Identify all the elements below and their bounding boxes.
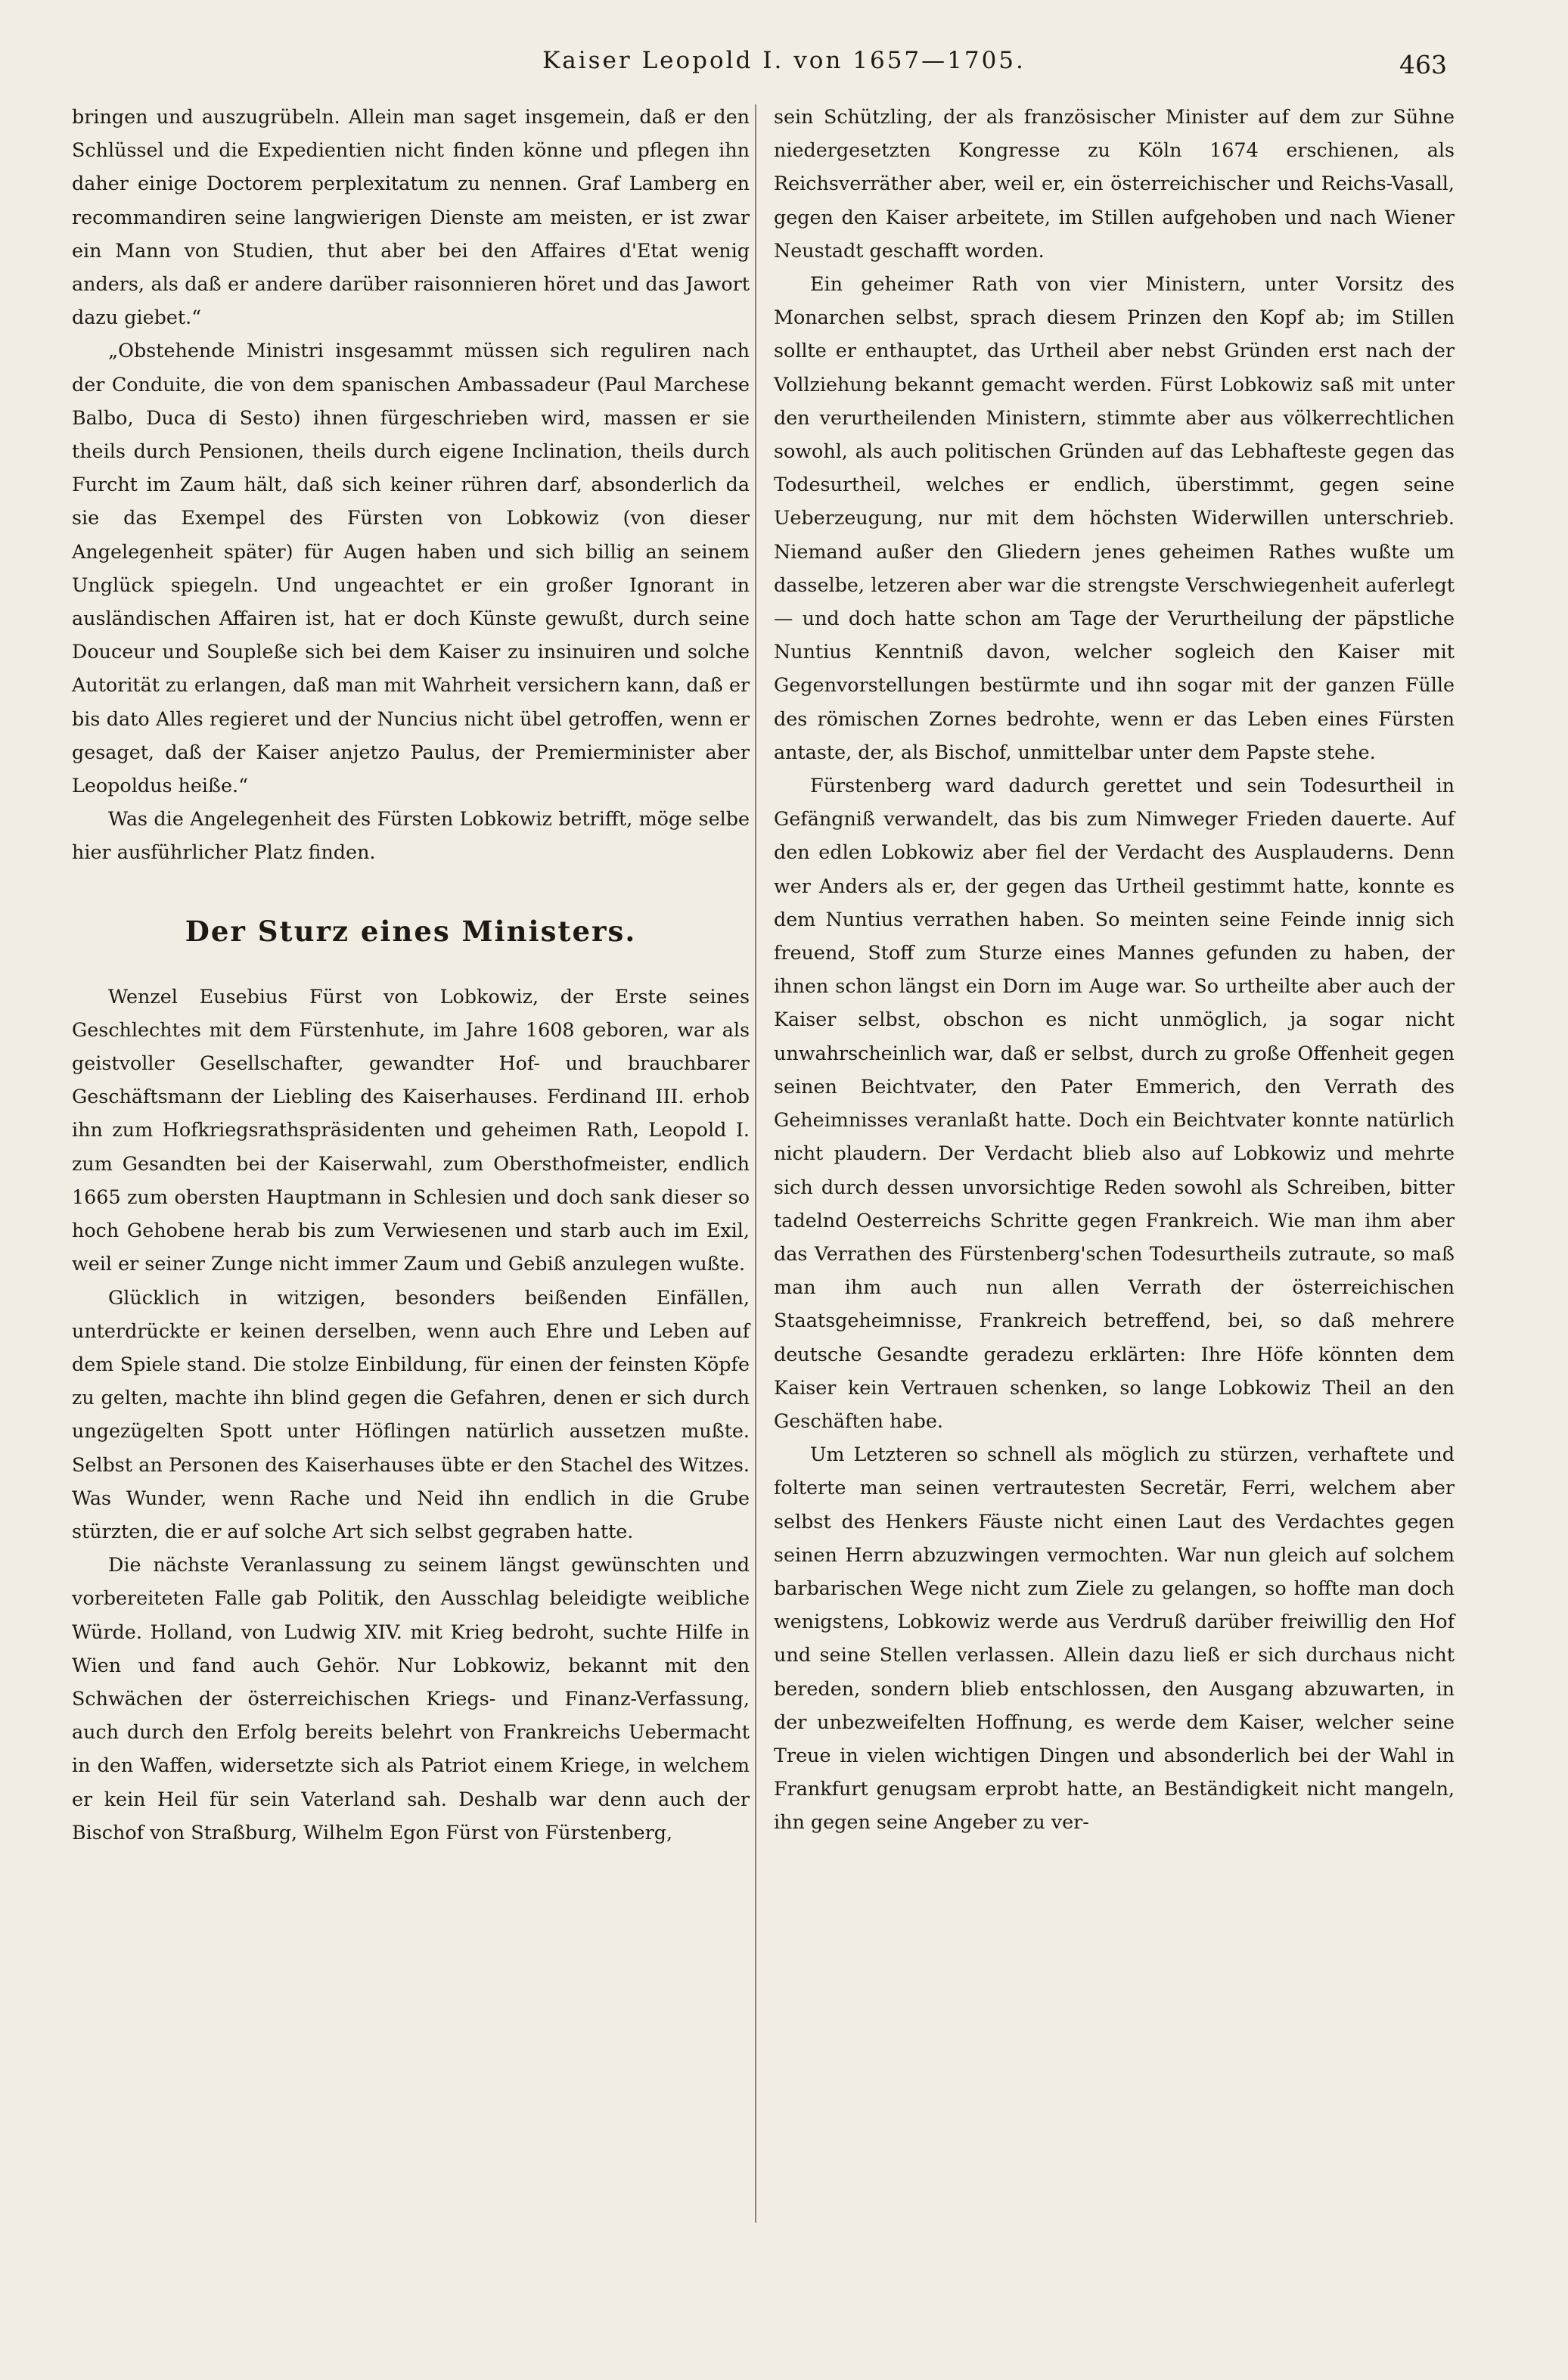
paragraph: „Obstehende Ministri insgesammt müssen sich reguliren nach der Conduite, die von dem spanischen Ambassadeur (Paul Marchese Balbo, Duca di Sesto) ihnen fürgeschrieben wird, massen er sie theils durch Pensionen, theils durch eigene Inclination, theils durch Furcht im Zaum hält, daß sich keiner rühren darf, absonderlich da sie das Exempel des Fürsten von Lobkowiz (von dieser Angelegenheit später) für Augen haben und sich billig an seinem Unglück spiegeln. Und ungeachtet er ein großer Ignorant in ausländischen Affairen ist, hat er doch Künste gewußt, durch seine Douceur und Soupleße sich bei dem Kaiser zu insinuiren und solche Autorität zu erlangen, daß man mit Wahrheit versichern kann, daß er bis dato Alles regieret und der Nuncius nicht übel getroffen, wenn er gesaget, daß der Kaiser anjetzo Paulus, der Premierminister aber Leopoldus heiße.“	[72, 339, 750, 797]
paragraph: Ein geheimer Rath von vier Ministern, unter Vorsitz des Monarchen selbst, sprach diesem Prinzen den Kopf ab; im Stillen sollte er enthauptet, das Urtheil aber nebst Gründen erst nach der Vollziehung bekannt gemacht werden. Fürst Lobkowiz saß mit unter den verurtheilenden Ministern, stimmte aber aus völkerrechtlichen sowohl, als auch politischen Gründen auf das Lebhafteste gegen das Todesurtheil, welches er endlich, überstimmt, gegen seine Ueberzeugung, nur mit dem höchsten Widerwillen unterschrieb. Niemand außer den Gliedern jenes geheimen Rathes wußte um dasselbe, letzeren aber war die strengste Verschwiegenheit auferlegt — und doch hatte schon am Tage der Verurtheilung der päpstliche Nuntius Kenntniß davon, welcher sogleich den Kaiser mit Gegenvorstellungen bestürmte und ihn sogar mit der ganzen Fülle des römischen Zornes bedrohte, wenn er das Leben eines Fürsten antaste, der, als Bischof, unmittelbar unter dem Papste stehe.	[774, 272, 1455, 763]
running-title: Kaiser Leopold I. von 1657—1705.	[542, 47, 1026, 74]
page-header	[0, 47, 1568, 92]
paragraph: Was die Angelegenheit des Fürsten Lobkowiz betrifft, möge selbe hier ausführlicher Platz finden.	[72, 807, 750, 864]
paragraph: Die nächste Veranlassung zu seinem längst gewünschten und vorbereiteten Falle gab Politik, den Ausschlag beleidigte weibliche Würde. Holland, von Ludwig XIV. mit Krieg bedroht, suchte Hilfe in Wien und fand auch Gehör. Nur Lobkowiz, bekannt mit den Schwächen der österreichischen Kriegs- und Finanz-Verfassung, auch durch den Erfolg bereits belehrt von Frankreichs Uebermacht in den Waffen, widersetzte sich als Patriot einem Kriege, in welchem er kein Heil für sein Vaterland sah. Deshalb war denn auch der Bischof von Straßburg, Wilhelm Egon Fürst von Fürstenberg,	[72, 1553, 750, 1844]
paragraph: Fürstenberg ward dadurch gerettet und sein Todesurtheil in Gefängniß verwandelt, das bis zum Nimweger Frieden dauerte. Auf den edlen Lobkowiz aber fiel der Verdacht des Ausplauderns. Denn wer Anders als er, der gegen das Urtheil gestimmt hatte, konnte es dem Nuntius verrathen haben. So meinten seine Feinde innig sich freuend, Stoff zum Sturze eines Mannes gefunden zu haben, der ihnen schon längst ein Dorn im Auge war. So urtheilte aber auch der Kaiser selbst, obschon es nicht unmöglich, ja sogar nicht unwahrscheinlich war, daß er selbst, durch zu große Offenheit gegen seinen Beichtvater, den Pater Emmerich, den Verrath des Geheimnisses veranlaßt hatte. Doch ein Beichtvater konnte natürlich nicht plaudern. Der Verdacht blieb also auf Lobkowiz und mehrte sich durch dessen unvorsichtige Reden sowohl als Schreiben, bitter tadelnd Oesterreichs Schritte gegen Frankreich. Wie man ihm aber das Verrathen des Fürstenberg'schen Todesurtheils zutraute, so maß man ihm auch nun allen Verrath der österreichischen Staatsgeheimnisse, Frankreich betreffend, bei, so daß mehrere deutsche Gesandte geradezu erklärten: Ihre Höfe könnten dem Kaiser kein Vertrauen schenken, so lange Lobkowiz Theil an den Geschäften habe.	[774, 774, 1455, 1432]
column-divider	[755, 104, 756, 2223]
paragraph: Wenzel Eusebius Fürst von Lobkowiz, der Erste seines Geschlechtes mit dem Fürstenhute, im Jahre 1608 geboren, war als geistvoller Gesellschafter, gewandter Hof- und brauchbarer Geschäftsmann der Liebling des Kaiserhauses. Ferdinand III. erhob ihn zum Hofkriegsrathspräsidenten und geheimen Rath, Leopold I. zum Gesandten bei der Kaiserwahl, zum Obersthofmeister, endlich 1665 zum obersten Hauptmann in Schlesien und doch sank dieser so hoch Gehobene herab bis zum Verwiesenen und starb auch im Exil, weil er seiner Zunge nicht immer Zaum und Gebiß anzulegen wußte.	[72, 984, 750, 1275]
paragraph: Glücklich in witzigen, besonders beißenden Einfällen, unterdrückte er keinen derselben, wenn auch Ehre und Leben auf dem Spiele stand. Die stolze Einbildung, für einen der feinsten Köpfe zu gelten, machte ihn blind gegen die Gefahren, denen er sich durch ungezügelten Spott unter Höflingen natürlich aussetzen mußte. Selbst an Personen des Kaiserhauses übte er den Stachel des Witzes. Was Wunder, wenn Rache und Neid ihn endlich in die Grube stürzten, die er auf solche Art sich selbst gegraben hatte.	[72, 1285, 750, 1543]
page-number: 463	[1399, 50, 1447, 79]
left-column	[72, 100, 750, 1849]
paragraph: bringen und auszugrübeln. Allein man saget insgemein, daß er den Schlüssel und die Expedientien nicht finden könne und pflegen ihn daher einige Doctorem perplexitatum zu nennen. Graf Lamberg en recommandiren seine langwierigen Dienste am meisten, er ist zwar ein Mann von Studien, thut aber bei den Affaires d'Etat wenig anders, als daß er andere darüber raisonnieren höret und das Jawort dazu giebet.“	[72, 105, 750, 329]
paragraph: Um Letzteren so schnell als möglich zu stürzen, verhaftete und folterte man seinen vertrautesten Secretär, Ferri, welchem aber selbst des Henkers Fäuste nicht einen Laut des Verdachtes gegen seinen Herrn abzuzwingen vermochten. War nun gleich auf solchem barbarischen Wege nicht zum Ziele zu gelangen, so hoffte man doch wenigstens, Lobkowiz werde aus Verdruß darüber freiwillig den Hof und seine Stellen verlassen. Allein dazu ließ er sich durchaus nicht bereden, sondern blieb entschlossen, den Ausgang abzuwarten, in der unbezweifelten Hoffnung, es werde dem Kaiser, welcher seine Treue in vielen wichtigen Dingen und absonderlich bei der Wahl in Frankfurt genugsam erprobt hatte, an Beständigkeit nicht mangeln, ihn gegen seine Angeber zu ver-	[774, 1443, 1455, 1834]
paragraph: sein Schützling, der als französischer Minister auf dem zur Sühne niedergesetzten Kongresse zu Köln 1674 erschienen, als Reichsverräther aber, weil er, ein österreichischer und Reichs-Vasall, gegen den Kaiser arbeitete, im Stillen aufgehoben und nach Wiener Neustadt geschafft worden.	[774, 105, 1455, 262]
section-heading: Der Sturz eines Ministers.	[185, 914, 637, 948]
right-column	[774, 100, 1455, 1839]
